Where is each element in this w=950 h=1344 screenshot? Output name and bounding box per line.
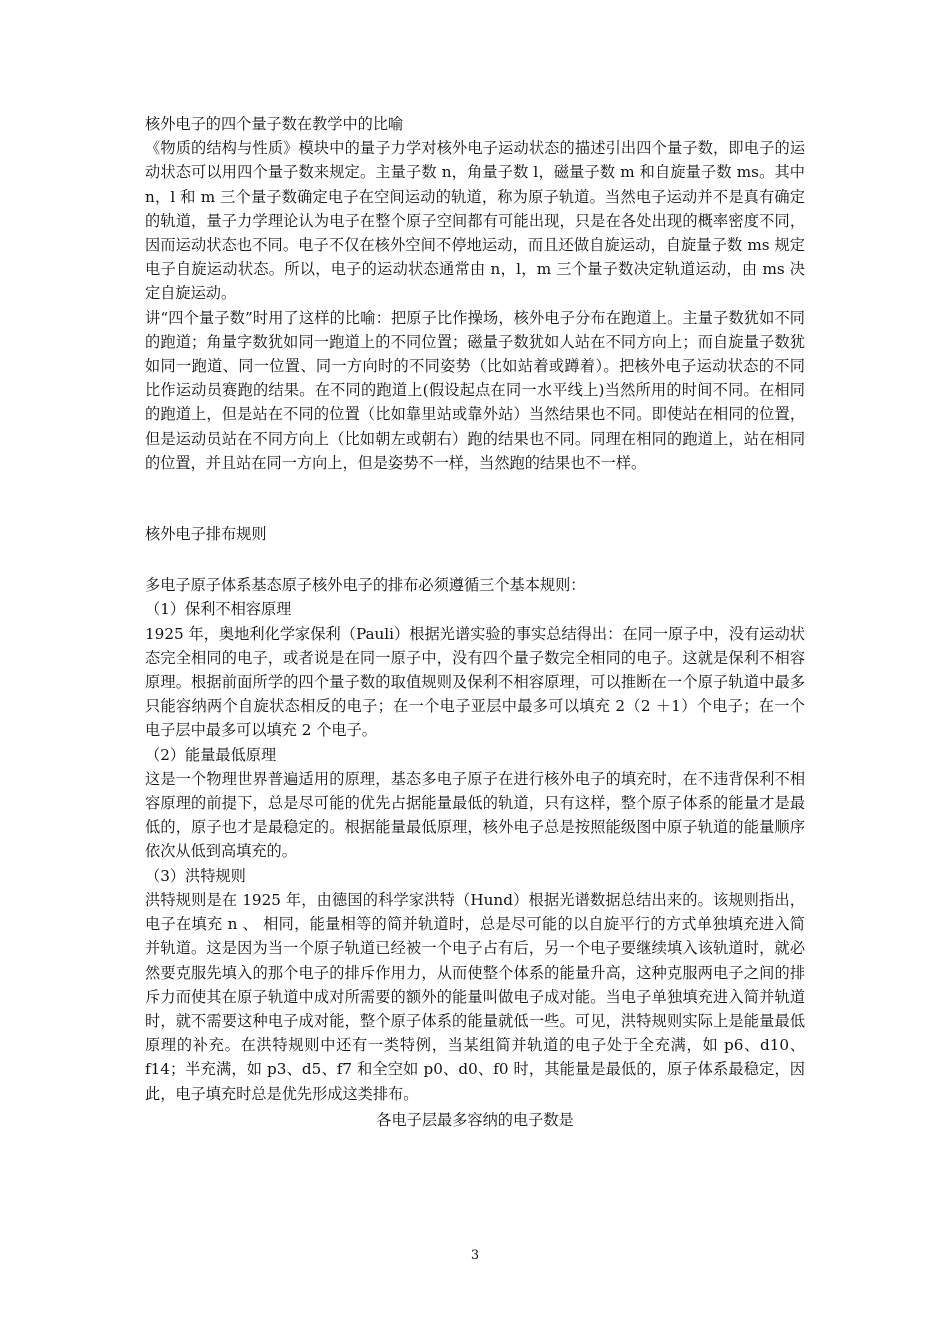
- paragraph-quantum-numbers-intro: 《物质的结构与性质》模块中的量子力学对核外电子运动状态的描述引出四个量子数，即电子的运动状态可以用四个量子数来规定。主量子数 n，角量子数 l，磁量子数 m 和自旋量子数 ms。其中 n，l 和 m 三个量子数确定电子在空间运动的轨道，称为原子轨道。当然电子运动并不是真有确定的轨道，量子力学理论认为电子在整个原子空间都有可能出现，只是在各处出现的概率密度不同，因而运动状态也不同。电子不仅在核外空间不停地运动，而且还做自旋运动，自旋量子数 ms 规定电子自旋运动状态。所以，电子的运动状态通常由 n，l，m 三个量子数决定轨道运动，由 ms 决定自旋运动。: [145, 139, 805, 303]
- page-number: 3: [470, 1248, 480, 1263]
- document-page: [145, 112, 805, 1132]
- rule1-text: 1925 年，奥地利化学家保利（Pauli）根据光谱实验的事实总结得出：在同一原子中，没有运动状态完全相同的电子，或者说是在同一原子中，没有四个量子数完全相同的电子。这就是保利不相容原理。根据前面所学的四个量子数的取值规则及保利不相容原理，可以推断在一个原子轨道中最多只能容纳两个自旋状态相反的电子；在一个电子亚层中最多可以填充 2（2 ＋1）个电子；在一个电子层中最多可以填充 2 个电子。: [145, 624, 805, 740]
- paragraph-rules-intro: 多电子原子体系基态原子核外电子的排布必须遵循三个基本规则：: [145, 576, 586, 595]
- paragraph-quantum-numbers-metaphor: 讲“四个量子数”时用了这样的比喻：把原子比作操场，核外电子分布在跑道上。主量子数犹如不同的跑道；角量字数犹如同一跑道上的不同位置；磁量子数犹如人站在不同方向上；而自旋量子数犹如同一跑道、同一位置、同一方向时的不同姿势（比如站着或蹲着）。把核外电子运动状态的不同比作运动员赛跑的结果。在不同的跑道上(假设起点在同一水平线上)当然所用的时间不同。在相同的跑道上，但是站在不同的位置（比如靠里站或靠外站）当然结果也不同。即使站在相同的位置，但是运动员站在不同方向上（比如朝左或朝右）跑的结果也不同。同理在相同的跑道上，站在相同的位置，并且站在同一方向上，但是姿势不一样，当然跑的结果也不一样。: [145, 308, 805, 472]
- table-caption: 各电子层最多容纳的电子数是: [376, 1110, 574, 1129]
- section-title-electron-arrangement: 核外电子排布规则: [145, 525, 267, 544]
- rule2-text: 这是一个物理世界普遍适用的原理，基态多电子原子在进行核外电子的填充时，在不违背保利不相容原理的前提下，总是尽可能的优先占据能量最低的轨道，只有这样，整个原子体系的能量才是最低的，原子也才是最稳定的。根据能量最低原理，核外电子总是按照能级图中原子轨道的能量顺序依次从低到高填充的。: [145, 769, 805, 861]
- spacer: [145, 546, 805, 573]
- rule2-heading: （2）能量最低原理: [145, 745, 277, 764]
- rule3-text: 洪特规则是在 1925 年，由德国的科学家洪特（Hund）根据光谱数据总结出来的。该规则指出，电子在填充 n 、 相同，能量相等的简并轨道时，总是尽可能的以自旋平行的方式单独填充进入简并轨道。这是因为当一个原子轨道已经被一个电子占有后，另一个电子要继续填入该轨道时，就必然要克服先填入的那个电子的排斥作用力，从而使整个体系的能量升高，这种克服两电子之间的排斥力而使其在原子轨道中成对所需要的额外的能量叫做电子成对能。当电子单独填充进入简并轨道时，就不需要这种电子成对能，整个原子体系的能量就低一些。可见，洪特规则实际上是能量最低原理的补充。在洪特规则中还有一类特例，当某组简并轨道的电子处于全充满，如 p6、d10、f14；半充满，如 p3、d5、f7 和全空如 p0、d0、f0 时，其能量是最低的，原子体系最稳定，因此，电子填充时总是优先形成这类排布。: [145, 890, 805, 1103]
- rule3-heading: （3）洪特规则: [145, 866, 246, 885]
- spacer: [145, 475, 805, 522]
- section-title-quantum-numbers: 核外电子的四个量子数在教学中的比喻: [145, 115, 404, 133]
- rule1-heading: （1）保利不相容原理: [145, 600, 292, 619]
